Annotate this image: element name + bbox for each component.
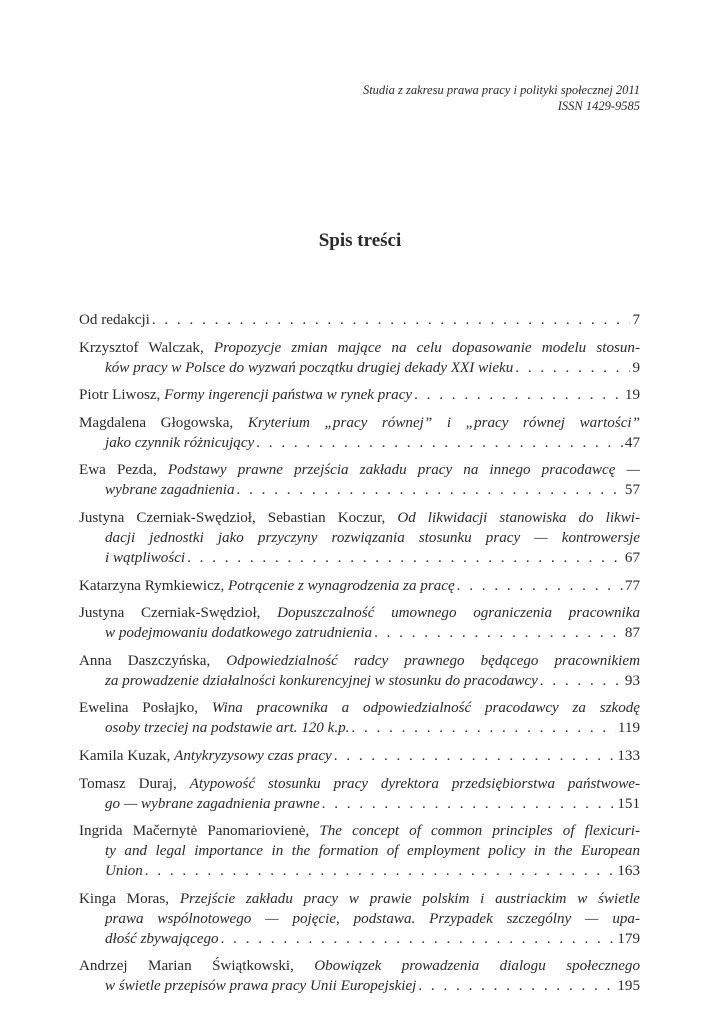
toc-line xyxy=(79,909,640,929)
toc-title-text: Atypowość stosunku pracy dyrektora przedsiębiorstwa państwowe- xyxy=(189,775,640,792)
toc-title-text: wybrane zagadnienia xyxy=(105,482,235,499)
toc-title-text: Potrącenie z wynagrodzenia za pracę xyxy=(228,577,455,594)
toc-author-text: Kinga Moras, xyxy=(79,890,180,907)
dot-leader xyxy=(334,746,616,766)
toc-line xyxy=(79,861,640,881)
dot-leader xyxy=(351,718,615,738)
toc-line-text xyxy=(79,746,332,766)
toc-line-text xyxy=(105,718,349,738)
toc-title-text: Dopuszczalność umownego ograniczenia pracownika xyxy=(277,605,640,622)
toc-title-text: Obowiązek prowadzenia dialogu społecznego xyxy=(314,958,640,975)
journal-title: Studia z zakresu prawa pracy i polityki społecznej 2011 xyxy=(362,83,640,97)
page-number: 7 xyxy=(632,312,640,328)
dot-leader xyxy=(221,929,616,949)
toc-line-text xyxy=(79,310,150,330)
toc-line-text xyxy=(79,603,640,623)
toc-line-text xyxy=(79,338,640,358)
running-header xyxy=(363,82,640,114)
page-number: 77 xyxy=(624,577,640,594)
toc-line xyxy=(79,698,640,718)
toc-entry xyxy=(79,385,640,405)
page-number: 67 xyxy=(624,549,640,566)
toc-line-text xyxy=(105,433,254,453)
dot-leader xyxy=(256,433,623,453)
dot-leader xyxy=(515,358,630,378)
toc-line-text xyxy=(105,861,143,881)
toc-entry xyxy=(79,310,640,330)
toc-line-text xyxy=(105,794,320,814)
toc-line-text xyxy=(105,358,513,378)
toc-line-text xyxy=(79,956,640,976)
toc-line-text xyxy=(79,413,640,433)
toc-line xyxy=(79,956,640,976)
toc-title-text: i wątpliwości xyxy=(105,549,186,566)
toc-line-text xyxy=(105,671,538,691)
dot-leader xyxy=(540,671,623,691)
toc-entry xyxy=(79,603,640,643)
toc-line xyxy=(79,651,640,671)
toc-entry xyxy=(79,413,640,453)
dot-leader xyxy=(414,385,623,405)
toc-line-text xyxy=(79,821,640,841)
toc-line-text xyxy=(105,909,640,929)
toc-author-text: Krzysztof Walczak, xyxy=(79,339,214,356)
toc-line-text xyxy=(105,548,185,568)
table-of-contents xyxy=(79,310,640,1004)
toc-title-text: Podstawy prawne przejścia zakładu pracy na innego pracodawcę — xyxy=(167,462,640,479)
dot-leader xyxy=(374,623,623,643)
toc-line xyxy=(79,508,640,528)
toc-entry xyxy=(79,746,640,766)
toc-line xyxy=(79,413,640,433)
toc-author-text: Anna Daszczyńska, xyxy=(79,652,227,669)
toc-line xyxy=(79,528,640,548)
toc-title-text: ków pracy w Polsce do wyzwań początku drugiej dekady XXI wieku xyxy=(105,359,514,376)
toc-line-text xyxy=(79,774,640,794)
page-number: 179 xyxy=(617,930,640,947)
page-number: 133 xyxy=(617,747,640,764)
toc-entry xyxy=(79,956,640,996)
toc-line xyxy=(79,480,640,500)
toc-author-text: Andrzej Marian Świątkowski, xyxy=(79,958,315,975)
page-number: 47 xyxy=(624,434,640,451)
toc-entry xyxy=(79,338,640,378)
toc-line-text xyxy=(79,889,640,909)
dot-leader xyxy=(187,548,623,568)
toc-line-text xyxy=(79,576,455,596)
toc-title-text: Od likwidacji stanowiska do likwi- xyxy=(397,509,640,526)
toc-author-text: Piotr Liwosz, xyxy=(79,387,165,404)
page-number: 195 xyxy=(617,978,640,995)
toc-line-text xyxy=(105,976,416,996)
toc-author-text: Od redakcji xyxy=(79,312,150,328)
toc-line-text xyxy=(79,460,640,480)
toc-author-text: Magdalena Głogowska, xyxy=(79,414,248,431)
page-number: 9 xyxy=(632,359,640,376)
toc-author-text: Ewa Pezda, xyxy=(79,462,168,479)
toc-title-text: dłość zbywającego xyxy=(105,930,219,947)
toc-title-text: dacji jednostki jako przyczyny rozwiązania stosunku pracy — kontrowersje xyxy=(105,529,640,546)
toc-author-text: Ewelina Posłajko, xyxy=(79,700,212,717)
toc-title-text: ty and legal importance in the formation of employment policy in the European xyxy=(105,843,640,860)
toc-line xyxy=(79,358,640,378)
toc-line xyxy=(79,385,640,405)
toc-line xyxy=(79,310,640,330)
dot-leader xyxy=(457,576,623,596)
page-number: 87 xyxy=(624,625,640,642)
toc-author-text: Justyna Czerniak-Swędzioł, xyxy=(79,605,278,622)
toc-author-text: Katarzyna Rymkiewicz, xyxy=(79,577,229,594)
toc-line xyxy=(79,671,640,691)
toc-author-text: Justyna Czerniak-Swędzioł, Sebastian Koczur, xyxy=(79,509,398,526)
toc-line xyxy=(79,460,640,480)
toc-title-text: go — wybrane zagadnienia prawne xyxy=(105,795,320,812)
dot-leader xyxy=(322,794,616,814)
toc-title-text: Wina pracownika a odpowiedzialność pracodawcy za szkodę xyxy=(211,700,640,717)
toc-title-text: za prowadzenie działalności konkurencyjnej w stosunku do pracodawcy xyxy=(105,672,538,689)
toc-title-text: osoby trzeciej na podstawie art. 120 k.p. xyxy=(105,720,350,737)
toc-line xyxy=(79,774,640,794)
toc-line xyxy=(79,746,640,766)
toc-author-text: Kamila Kuzak, xyxy=(79,747,175,764)
toc-entry xyxy=(79,576,640,596)
toc-line-text xyxy=(105,841,640,861)
toc-line-text xyxy=(105,480,235,500)
toc-line xyxy=(79,976,640,996)
toc-line xyxy=(79,889,640,909)
toc-line xyxy=(79,433,640,453)
toc-line xyxy=(79,794,640,814)
toc-entry xyxy=(79,698,640,738)
page-number: 57 xyxy=(624,482,640,499)
toc-entry xyxy=(79,821,640,881)
toc-line xyxy=(79,548,640,568)
toc-title-text: Formy ingerencji państwa w rynek pracy xyxy=(164,387,413,404)
toc-title-text: prawa wspólnotowego — pojęcie, podstawa. Przypadek szczególny — upa- xyxy=(105,910,640,927)
page-number: 93 xyxy=(624,672,640,689)
dot-leader xyxy=(145,861,616,881)
page-number: 119 xyxy=(617,720,640,737)
toc-line xyxy=(79,718,640,738)
dot-leader xyxy=(237,480,623,500)
toc-entry xyxy=(79,508,640,568)
page-title: Spis treści xyxy=(318,230,402,251)
toc-title-text: Przejście zakładu pracy w prawie polskim i austriackim w świetle xyxy=(179,890,640,907)
toc-title-text: Kryterium „pracy równej” i „pracy równej wartości” xyxy=(247,414,640,431)
toc-line-text xyxy=(79,698,640,718)
issn: ISSN 1429-9585 xyxy=(557,99,640,113)
toc-line xyxy=(79,623,640,643)
toc-line xyxy=(79,841,640,861)
toc-entry xyxy=(79,460,640,500)
toc-line xyxy=(79,576,640,596)
toc-line-text xyxy=(79,385,412,405)
toc-entry xyxy=(79,651,640,691)
dot-leader xyxy=(152,310,631,330)
toc-line xyxy=(79,821,640,841)
toc-author-text: Ingrida Mačernytė Panomariovienė, xyxy=(79,823,320,840)
toc-title-text: Union xyxy=(105,863,143,880)
toc-line-text xyxy=(79,508,640,528)
toc-title-text: The concept of common principles of flexicuri- xyxy=(319,823,640,840)
dot-leader xyxy=(418,976,615,996)
page-number: 19 xyxy=(624,387,640,404)
toc-line xyxy=(79,338,640,358)
toc-line xyxy=(79,603,640,623)
toc-title-text: w świetle przepisów prawa pracy Unii Europejskiej xyxy=(105,978,417,995)
toc-line-text xyxy=(105,528,640,548)
toc-line xyxy=(79,929,640,949)
toc-title-text: w podejmowaniu dodatkowego zatrudnienia xyxy=(105,625,373,642)
page-number: 151 xyxy=(617,795,640,812)
toc-title-text: Odpowiedzialność radcy prawnego będącego pracownikiem xyxy=(226,652,640,669)
toc-title-text: Antykryzysowy czas pracy xyxy=(174,747,332,764)
toc-title-text: Propozycje zmian mające na celu dopasowanie modelu stosun- xyxy=(213,339,640,356)
toc-entry xyxy=(79,889,640,949)
toc-title-text: jako czynnik różnicujący xyxy=(105,434,255,451)
toc-line-text xyxy=(79,651,640,671)
toc-author-text: Tomasz Duraj, xyxy=(79,775,190,792)
toc-entry xyxy=(79,774,640,814)
page-number: 163 xyxy=(617,863,640,880)
toc-line-text xyxy=(105,623,372,643)
toc-line-text xyxy=(105,929,219,949)
